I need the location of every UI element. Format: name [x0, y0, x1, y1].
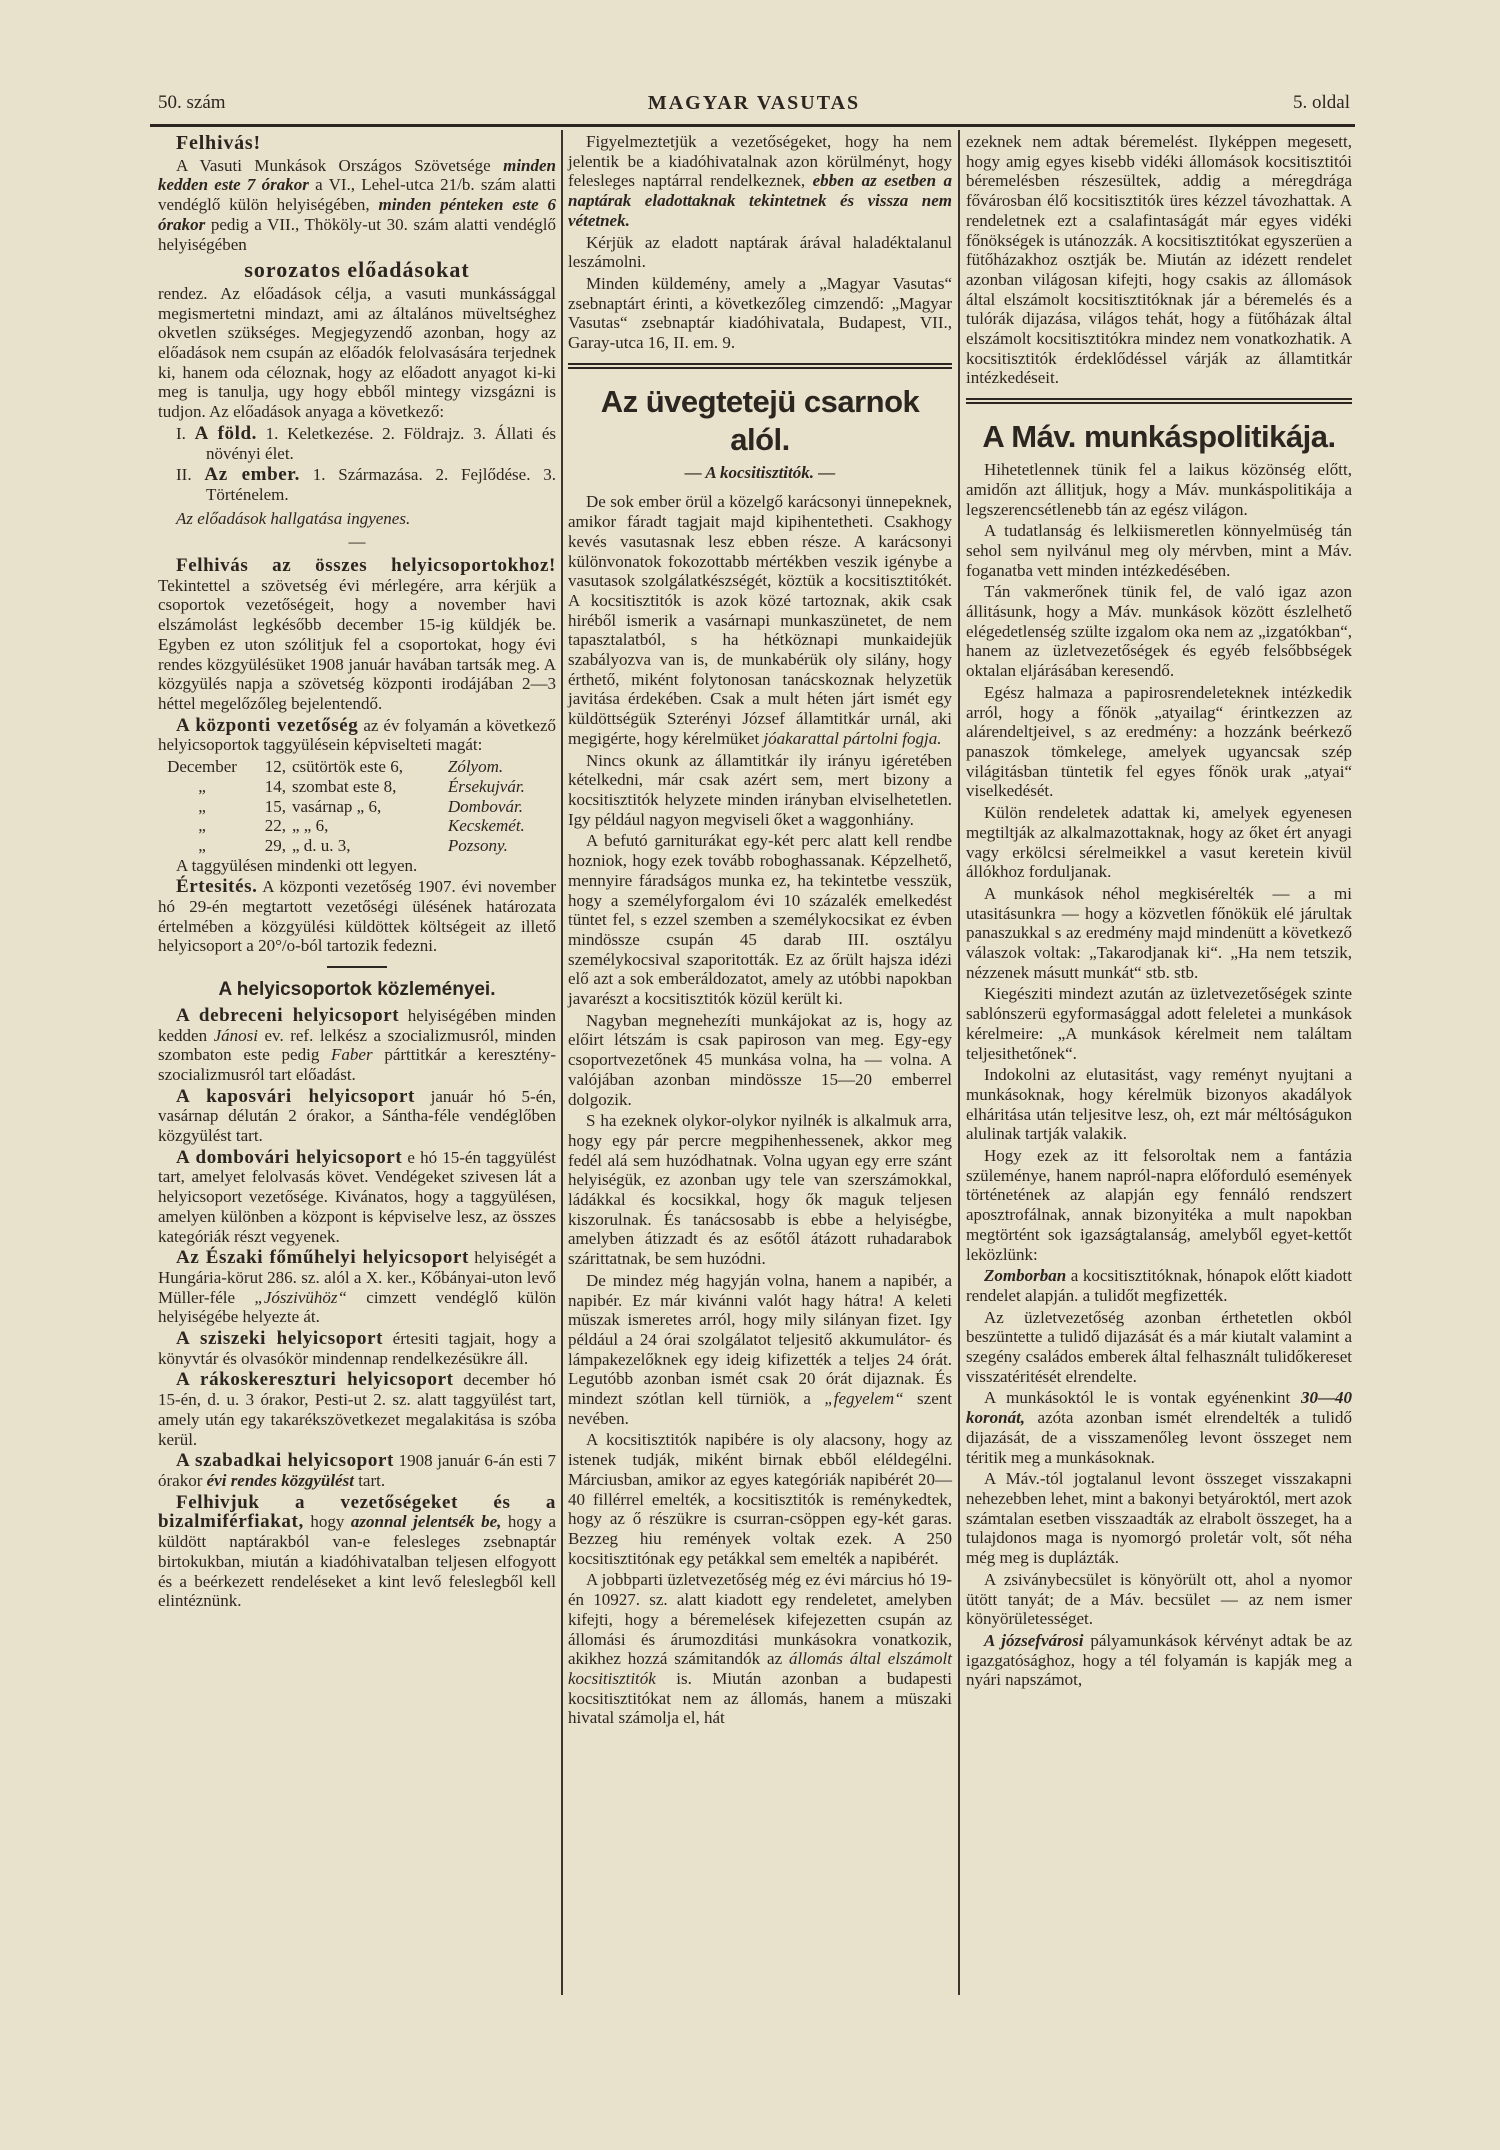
- schedule-cell: „: [198, 816, 206, 836]
- paragraph: [568, 233, 952, 272]
- article-divider: [966, 398, 1352, 404]
- column-3: [966, 132, 1352, 1692]
- emphasis-text: A szabadkai helyicsoport: [176, 1450, 394, 1472]
- body-text: Indokolni az elutasitást, vagy reményt nyujtani a munkásoknak, hogy kérelmük bizonyos akadályok elháritása után teljesitve lesz, oh, ezt már méltóságukon alulinak tartják valakik.: [966, 1065, 1352, 1144]
- body-text: A tudatlanság és lelkiismeretlen könnyelmüség tán sehol sem nyilvánul meg oly mérvben, mint a Máv. foganatba vett minden intézkedésében.: [966, 521, 1352, 580]
- body-text: A központi vezetőség 1907. évi november hó 29-én megtartott vezetőségi ülésének határozata értelmében a közgyülési küldöttek költségeit az illető helyicsoport a 20°/o-ból tartozik fedezni.: [158, 877, 556, 956]
- page-number: 5. oldal: [1293, 92, 1350, 113]
- schedule-cell: „: [198, 835, 206, 855]
- body-text: Egész halmaza a papirosrendeleteknek intézkedik arról, hogy a főnök „atyailag“ érintkezzen az alárendeltjeivel, s az eredmény: a hozzánk beérkező panaszok tömkelege, amelyek ugyancsak szép világitásban tüntetik fel egyes főnök urak „atyai“ viselkedését.: [966, 682, 1352, 801]
- schedule-cell: Kecskemét.: [447, 816, 525, 836]
- schedule-row: [158, 757, 556, 777]
- body-text: Hogy ezek az itt felsoroltak nem a fantázia szüleménye, hanem napról-napra előforduló események történetének az alapján egy fennáló rendszert aposztrofálnak, annak bizonyitéka a mult napokban megtörtént sok igazságtalanság, amelyből egyet-kettőt leközlünk:: [966, 1146, 1352, 1264]
- schedule-cell: 15,: [264, 796, 286, 816]
- schedule-cell: „ „ 6,: [292, 816, 329, 836]
- paragraph: [158, 1329, 556, 1368]
- paragraph: [966, 582, 1352, 681]
- schedule-cell: csütörtök este 6,: [292, 757, 403, 777]
- emphasis-text: Felhivás az összes helyicsoportokhoz!: [176, 555, 556, 577]
- schedule-cell: 12,: [264, 757, 286, 777]
- paragraph: [966, 1266, 1352, 1305]
- lecture-list-item: [158, 465, 556, 504]
- lecture-list-item: [158, 424, 556, 463]
- schedule-cell: „: [198, 776, 206, 796]
- schedule-cell: Zólyom.: [447, 757, 504, 777]
- body-text: szent nevében.: [568, 1389, 952, 1428]
- body-text: A jobbparti üzletvezetőség még ez évi március hó 19-én 10927. sz. alatt kiadott egy rendeletet, amelyben kifejti, hogy a béremelések kifejezetten csupán az állomási és árumozditási munkásokra vonatkozik, akikhez hozzá számitandók az: [568, 1570, 952, 1669]
- emphasis-text: 30—40 koronát,: [966, 1388, 1352, 1428]
- body-text: pályamunkások kérvényt adtak be az igazgatósághoz, hogy a tél folyamán is kapják meg a nyári napszámot,: [966, 1630, 1353, 1690]
- article-headline: A Máv. munkáspolitikája.: [982, 419, 1336, 455]
- schedule-cell: Dombovár.: [447, 796, 523, 816]
- body-text: Figyelmeztetjük a vezetőségeket, hogy ha nem jelentik be a kiadóhivatalnak azon körülményt, hogy felesleges naptárral rendelkeznek,: [568, 132, 952, 191]
- body-text: A Máv.-tól jogtalanul levont összeget visszakapni nehezebben lehet, mint a bakonyi betyároktól, mert azok számtalan esetben visszaadták az elrabolt összeget, ha a tulajdonos maga is nyomorgó proletár volt, sőt néha még meg is duplázták.: [966, 1469, 1352, 1568]
- body-text: helyiségében minden kedden: [158, 1005, 556, 1045]
- paragraph: [966, 1308, 1352, 1387]
- body-text: rendez. Az előadások célja, a vasuti munkássággal megismertetni mindazt, ami az általános müveltséghez okvetlen szükséges. Megjegyzendő azonban, hogy az előadások nem csupán az előadók felolvasására terjednek ki, hanem oda céloznak, hogy az előadott anyagot ki-ki meg is tanulja, ugy hogy ebből mintegy vizsgázni is tudjon. Az előadások anyaga a következő:: [158, 283, 556, 422]
- body-text: is. Miután azonban a budapesti kocsitisztitókat nem az állomás, hanem a müszaki hivatal számolja el, hát: [568, 1668, 952, 1728]
- body-text: Kérjük az eladott naptárak árával haladéktalanul leszámolni.: [568, 232, 952, 272]
- paragraph: [158, 156, 556, 255]
- schedule-row: [158, 836, 556, 856]
- body-text: pedig a VII., Thököly-ut 30. szám alatti vendéglő helyiségében: [158, 214, 556, 254]
- schedule-cell: 22,: [264, 816, 286, 836]
- dash-separator: —: [348, 532, 366, 552]
- paragraph: [966, 1388, 1352, 1467]
- emphasis-text: A rákoskereszturi helyicsoport: [176, 1369, 454, 1391]
- schedule-cell: December: [167, 757, 237, 777]
- body-text: Nagyban megnehezíti munkájokat az is, hogy az előirt létszám is csak papiroson van meg. Egy-egy csoportvezetőnek 45 munkása volna, ha — volna. A valójában azonban mindössze 15—20 emberrel dolgozik.: [568, 1010, 952, 1109]
- body-text: cimzett vendéglő külön helyiségébe helyezte át.: [158, 1287, 556, 1327]
- paragraph: [158, 1451, 556, 1490]
- emphasis-text: azonnal jelentsék be,: [350, 1512, 502, 1532]
- paragraph: [568, 1011, 952, 1110]
- section-divider: [327, 966, 387, 968]
- paragraph: [568, 274, 952, 353]
- schedule-cell: szombat este 8,: [292, 776, 397, 796]
- paragraph: [568, 1430, 952, 1568]
- body-text: tart.: [353, 1471, 386, 1490]
- body-text: Kiegésziti mindezt azután az üzletvezetőségek szinte sablónszerü egyformasággal adott feleletei a munkások kérelmeire: „A munkások kérelmeit nem találtam teljesithetőnek“.: [966, 984, 1352, 1063]
- emphasis-text: évi rendes közgyülést: [206, 1471, 354, 1490]
- article-headline: Az üvegtetejü csarnok alól.: [600, 383, 920, 457]
- paragraph: [966, 1065, 1352, 1144]
- issue-number: 50. szám: [158, 92, 226, 113]
- emphasis-text: Az Északi főműhelyi helyicsoport: [176, 1247, 469, 1269]
- emphasis-text: „fegyelem“: [824, 1389, 904, 1409]
- emphasis-text: Faber: [331, 1045, 373, 1065]
- paragraph: [158, 877, 556, 956]
- emphasis-text: minden pénteken este 6 órakor: [158, 195, 556, 234]
- body-text: a VI., Lehel-utca 21/b. szám alatti vendéglő külön helyiségében,: [158, 175, 556, 215]
- body-text: Tán vakmerőnek tünik fel, de való igaz azon állitásunk, hogy a Máv. munkások között észlelhető elégedetlenség szülte izgalom oka nem az „izgatókban“, hanem az üzletvezetőségek és egyéb felsőbbségek oktalan eljárásában keresendő.: [966, 582, 1352, 681]
- body-text: értesiti tagjait, hogy a könyvtár és olvasókör mindennap rendelkezésükre áll.: [158, 1329, 556, 1368]
- paragraph: [966, 683, 1352, 801]
- body-text: A munkások néhol megkisérelték — a mi utasitásunkra — hogy a közvetlen főnökük elé járultak panaszukkal s az eredmény majd mindenütt a következő válaszok voltak: „Takarodjanak ki“. „Ha nem tetszik, nézzenek másutt munkát“ stb. stb.: [966, 883, 1352, 982]
- schedule-cell: 29,: [264, 835, 286, 855]
- body-text: Minden küldemény, amely a „Magyar Vasutas“ zsebnaptárt érinti, a következőleg cimzendő: „Magyar Vasutas“ zsebnaptár kiadóhivatala, Budapest, VII., Garay-utca 16, II. em. 9.: [568, 273, 952, 353]
- body-text: december hó 15-én, d. u. 3 órakor, Pesti-ut 2. sz. alatt taggyülést tart, amely után egy takarékszövetkezet megalakitása is szóba kerül.: [158, 1370, 556, 1449]
- body-text: 1908 január 6-án esti 7 órakor: [158, 1451, 557, 1490]
- schedule-row: [158, 777, 556, 797]
- emphasis-text: Felhivjuk a vezetőségeket és a bizalmiférfiakat,: [158, 1491, 556, 1533]
- paragraph: [966, 460, 1352, 519]
- emphasis-text: Jánosi: [213, 1025, 258, 1045]
- paragraph: [158, 856, 556, 876]
- body-text: Hihetetlennek tünik fel a laikus közönség előtt, amidőn azt állitjuk, hogy a Máv. munkáspolitikája a legszerencsétlenebb tán az egész világon.: [966, 460, 1352, 519]
- body-text: II.: [176, 465, 205, 485]
- emphasis-text: Zomborban: [984, 1266, 1067, 1286]
- paragraph: [966, 1146, 1352, 1264]
- body-text: S ha ezeknek olykor-olykor nyilnék is alkalmuk arra, hogy egy pár percre megpihenhessenek, akkor meg fedél alá sem huzódhatnak. Volna ugyan egy erre szánt helyiségük, ez azonban ugy tele van szerszámokkal, ládákkal és kocsikkal, hogy ők maguk teljesen kiszorulnak. És tanácsosabb is ebbe a helyiségbe, amelyben átizzadt és az esőtől átázott ruhadarabok szárittatnak, be sem huzódni.: [568, 1111, 952, 1269]
- paragraph: [568, 492, 952, 748]
- emphasis-text: ebben az esetben a naptárak eladottaknak tekintetnek és vissza nem vétetnek.: [568, 171, 952, 230]
- body-text: I.: [176, 423, 195, 443]
- article-subheading: — A kocsitisztitók. —: [684, 462, 836, 482]
- emphasis-text: A józsefvárosi: [984, 1630, 1084, 1650]
- newspaper-title: MAGYAR VASUTAS: [647, 92, 861, 114]
- emphasis-text: „Jószivühöz“: [254, 1287, 347, 1307]
- section-heading: A helyicsoportok közleményei.: [218, 979, 496, 1001]
- body-text: hogy: [303, 1512, 351, 1532]
- schedule-row: [158, 816, 556, 836]
- paragraph: [158, 1006, 556, 1085]
- body-text: Az üzletvezetőség azonban érthetetlen okból beszüntette a tulidő dijazását és a már kiutalt valamint a szegény családos emberek által felhasznált tulidőkereset visszatéritését elrendelte.: [966, 1307, 1352, 1386]
- paragraph: [158, 556, 556, 714]
- paragraph: [158, 1087, 556, 1146]
- paragraph: [158, 1248, 556, 1327]
- body-text: január hó 5-én, vasárnap délután 2 órakor, a Sántha-féle vendéglőben közgyülést tart.: [158, 1086, 556, 1146]
- emphasis-text: Értesités.: [176, 876, 258, 898]
- schedule-row: [158, 797, 556, 817]
- body-text: hogy a küldött naptárakból van-e felesleges zsebnaptár birtokukban, miután a kiadóhivatalban teljesen elfogyott és a beérkezett rendeléseket a kint levő feleslegből kell elintéznünk.: [158, 1512, 557, 1611]
- emphasis-text: A föld.: [194, 422, 258, 444]
- body-text: Tekintettel a szövetség évi mérlegére, arra kérjük a csoportok vezetőségeit, hogy a november havi elszámolást legkésőbb december 15-ig küldjék be. Egyben ez uton szólitjuk fel a csoportokat, hogy évi rendes közgyülésüket 1908 január havában tartsák meg. A közgyülés napja a szövetség központi irodájában 2—3 héttel megelőzőleg bejelentendő.: [158, 575, 556, 713]
- body-text: A munkásoktól le is vontak egyénenkint: [984, 1388, 1301, 1408]
- schedule-cell: „ d. u. 3,: [292, 835, 351, 855]
- body-text: A zsiványbecsület is könyörült ott, ahol a nyomor ütött tanyát; de a Máv. becsület — az nem ismer könyörületességet.: [966, 1569, 1352, 1629]
- emphasis-text: Az ember.: [204, 464, 300, 486]
- column-1: [158, 132, 556, 1613]
- body-text: ezeknek nem adtak béremelést. Ilyképpen megesett, hogy amig egyes kisebb vidéki állomások kocsitisztitói béremelésben részesültek, addig a méregdrága fővárosban élő kocsitisztitók üres kézzel távozhattak. A rendeletnek ezt a csalafintaságát már egyes vidéki főnökségek is utánozzák. A kocsitisztitókat egyszerüen a fütőházakhoz osztják be. Miután az idézett rendelet azonban világosan kifejti, hogy csakis az állomások által elszámolt kocsitisztitóknak jár a béremelés és a tulórák dijazása, világos tehát, hogy a fütőházak által elszámolt kocsitisztitókra mindez nem vonatkozhatik. A kocsitisztitók érdeklődéssel várják az államtitkár intézkedéseit.: [966, 132, 1352, 388]
- body-text: párttitkár a keresztény-szocializmusról tart előadást.: [158, 1045, 556, 1084]
- schedule-cell: 14,: [264, 776, 286, 796]
- paragraph: [568, 1111, 952, 1269]
- body-text: ev. ref. lelkész a szocializmusról, minden szombaton este pedig: [158, 1025, 557, 1065]
- column-2: [568, 132, 952, 1730]
- paragraph: [966, 803, 1352, 882]
- paragraph: [158, 716, 556, 755]
- paragraph: [966, 521, 1352, 580]
- column-divider: [958, 130, 960, 1995]
- body-text: A kocsitisztitók napibére is oly alacsony, hogy az istenek tudják, miként birnak ebből eléldegélni. Márciusban, amikor az egyes kategóriák napibérét 20—40 fillérrel emelték, a kocsitisztitók is reménykedtek, hogy az ő részükre is csurran-csöppen egy-két garas. Bezzeg hiu remények voltak ezek. A 250 kocsitisztitónak egy petákkal sem emelték a napibérét.: [568, 1430, 952, 1568]
- paragraph: [966, 884, 1352, 983]
- body-text: helyiségét a Hungária-körut 286. sz. alól a X. ker., Kőbányai-uton levő Müller-féle: [158, 1248, 556, 1307]
- emphasis-text: jóakarattal pártolni fogja.: [763, 728, 942, 748]
- body-text: A taggyülésen mindenki ott legyen.: [176, 855, 418, 875]
- paragraph: [966, 1469, 1352, 1568]
- schedule-cell: „: [198, 796, 206, 816]
- body-text: De mindez még hagyján volna, hanem a napibér, a napibér. Ez már kivánni valót hagy hátra! A keleti müszak ismeretes arról, hogy mily silányan fizet. Igy például a 24 órai szolgálatot teljesitő akkumulátor- és lámpakezelőknek egy ideig kifizették a teljes 24 órát. Legutóbb azonban ismét csak 20 órát dijaznak. És mindezt szótlan kell türniök, a: [568, 1270, 952, 1409]
- paragraph: [568, 1570, 952, 1728]
- emphasis-text: minden kedden este 7 órakor: [158, 155, 556, 195]
- body-text: e hó 15-én taggyülést tart, amelyet felolvasás követ. Vendégeket szivesen lát a helyicsoport vezetősége. Kivánatos, hogy a taggyülésen, amelyen különben a központ is képviselve lesz, az összes kategóriák részt vegyenek.: [158, 1147, 556, 1246]
- paragraph: [966, 1631, 1352, 1690]
- paragraph: [966, 1570, 1352, 1629]
- emphasis-text: A központi vezetőség: [176, 714, 359, 736]
- body-text: A befutó garniturákat egy-két perc alatt kell rendbe hozniok, hogy ezek tovább roboghassanak. Képzelhető, mennyire fáradságos munka ez, ha tekintetbe vesszük, hogy a személyforgalom évi 10 százalék emelkedést tüntet fel, s ezzel szemben a személykocsikat ez évben mindössze csupán 45 darab III. osztályu személykocsival szaporitották. Ez az őrült hajsza idézi elő azt a sok emberáldozatot, amely az utóbbi napokban javarészt a kocsitisztitók közül került ki.: [568, 831, 952, 1009]
- paragraph: [568, 751, 952, 830]
- body-text: Külön rendeletek adattak ki, amelyek egyenesen megtiltják az alkalmazottaknak, hogy az őket ért anyagi vagy erkölcsi sérelmeikkel a vasut keretein kivül állókhoz forduljanak.: [966, 803, 1352, 882]
- paragraph: [158, 1493, 556, 1611]
- paragraph: [158, 1370, 556, 1449]
- emphasis-text: A kaposvári helyicsoport: [176, 1085, 415, 1107]
- body-text: az év folyamán a következő helyicsoportok taggyülésein képviselteti magát:: [158, 715, 556, 755]
- emphasis-text: A sziszeki helyicsoport: [176, 1328, 384, 1350]
- body-text: a kocsitisztitóknak, hónapok előtt kiadott rendelet alapján. a tulidőt megfizették.: [966, 1266, 1352, 1305]
- paragraph: [966, 984, 1352, 1063]
- paragraph: [568, 1271, 952, 1429]
- header-rule: [150, 124, 1355, 127]
- body-text: 1. Keletkezése. 2. Földrajz. 3. Állati és növényi élet.: [206, 423, 557, 463]
- column-divider: [561, 130, 563, 1995]
- italic-note: Az előadások hallgatása ingyenes.: [176, 508, 411, 528]
- emphasis-text: A dombovári helyicsoport: [176, 1146, 403, 1168]
- meeting-schedule: [158, 757, 556, 856]
- body-text: De sok ember örül a közelgő karácsonyi ünnepeknek, amikor fáradt tagjait majd kipihentetheti. Csakhogy kevés vasutasnak lesz ebben része. A karácsonyi különvonatok fokozottabb mértékben veszik igénybe a vasutasok szolgálatkészségét, köztük a kocsitisztitókét. A kocsitisztitók is azok közé tartoznak, akik csak hiréből ismerik a vasárnapi munkaszünetet, de nem tapasztalatból, s ha hétköznapi munkaidejük szabályozva van is, de munkabérük oly silány, hogy érthető, miként folytonosan tanácskoznak helyzetük javitása érdekében. Csak a mult héten járt ismét egy küldöttségük Szterényi József államtitkár urnál, aki megigérte, hogy kérelmüket: [568, 492, 952, 748]
- emphasis-text: állomás által elszámolt kocsitisztitók: [568, 1649, 952, 1688]
- page-header: [158, 92, 1350, 118]
- body-text: Nincs okunk az államtitkár ily irányu igéretében kételkedni, már csak azért sem, mert bizony a kocsitisztitók helyzete minden irányban elviselhetetlen. Igy például nagyon megviseli őket a waggonhiány.: [568, 750, 952, 829]
- announcement-heading: sorozatos előadásokat: [244, 257, 470, 283]
- emphasis-text: A debreceni helyicsoport: [176, 1004, 400, 1026]
- schedule-cell: Pozsony.: [447, 835, 508, 855]
- paragraph: [568, 132, 952, 231]
- body-text: azóta azonban ismét elrendelték a tulidő dijazását, de a visszamenőleg levont összeget nem téritik meg a munkásoknak.: [966, 1408, 1352, 1467]
- notice-heading: Felhivás!: [176, 132, 261, 154]
- body-text: 1. Származása. 2. Fejlődése. 3. Történelem.: [206, 465, 556, 504]
- paragraph: [158, 284, 556, 422]
- paragraph: [966, 132, 1352, 388]
- paragraph: [158, 1148, 556, 1247]
- article-divider: [568, 363, 952, 369]
- schedule-cell: Érsekujvár.: [447, 776, 525, 796]
- body-text: A Vasuti Munkások Országos Szövetsége: [176, 155, 504, 175]
- schedule-cell: vasárnap „ 6,: [292, 796, 382, 816]
- paragraph: [568, 831, 952, 1008]
